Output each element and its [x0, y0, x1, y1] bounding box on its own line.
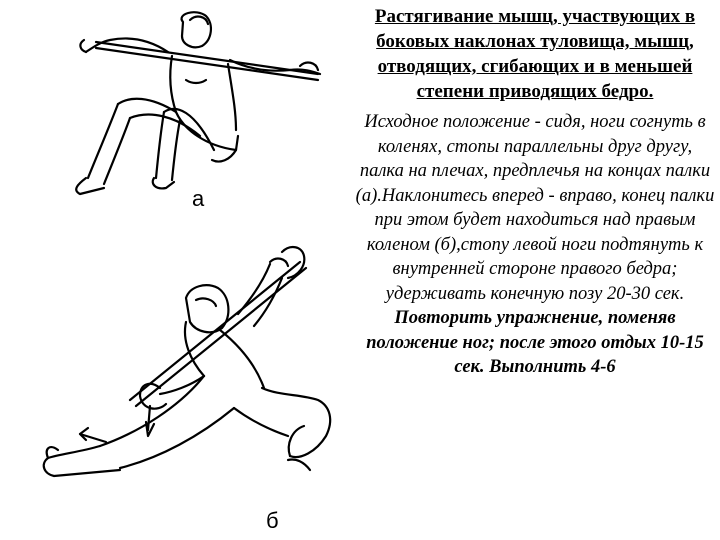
description-text: Исходное положение - сидя, ноги согнуть в коленях, стопы параллельны друг другу, палка на плечах, предплечья на концах палки (а).Наклонитесь вперед - вправо, конец палки при этом будет находиться над правым коленом (б),стопу левой ноги подтянуть к внутренней стороне правого бедра; удерживать конечную позу 20-30 сек. — [355, 112, 715, 304]
text-column — [354, 4, 716, 380]
instruction-text: Повторить упражнение, поменяв положение ног; после этого отдых 10-15 сек. Выполнить 4-6 — [366, 308, 704, 377]
figure-a-label: а — [192, 186, 205, 211]
exercise-title: Растягивание мышц, участвующих в боковых наклонах туловища, мышц, отводящих, сгибающих и в меньшей степени приводящих бедро. — [374, 6, 696, 102]
exercise-description — [354, 110, 716, 380]
figure-b-label: б — [266, 508, 279, 533]
